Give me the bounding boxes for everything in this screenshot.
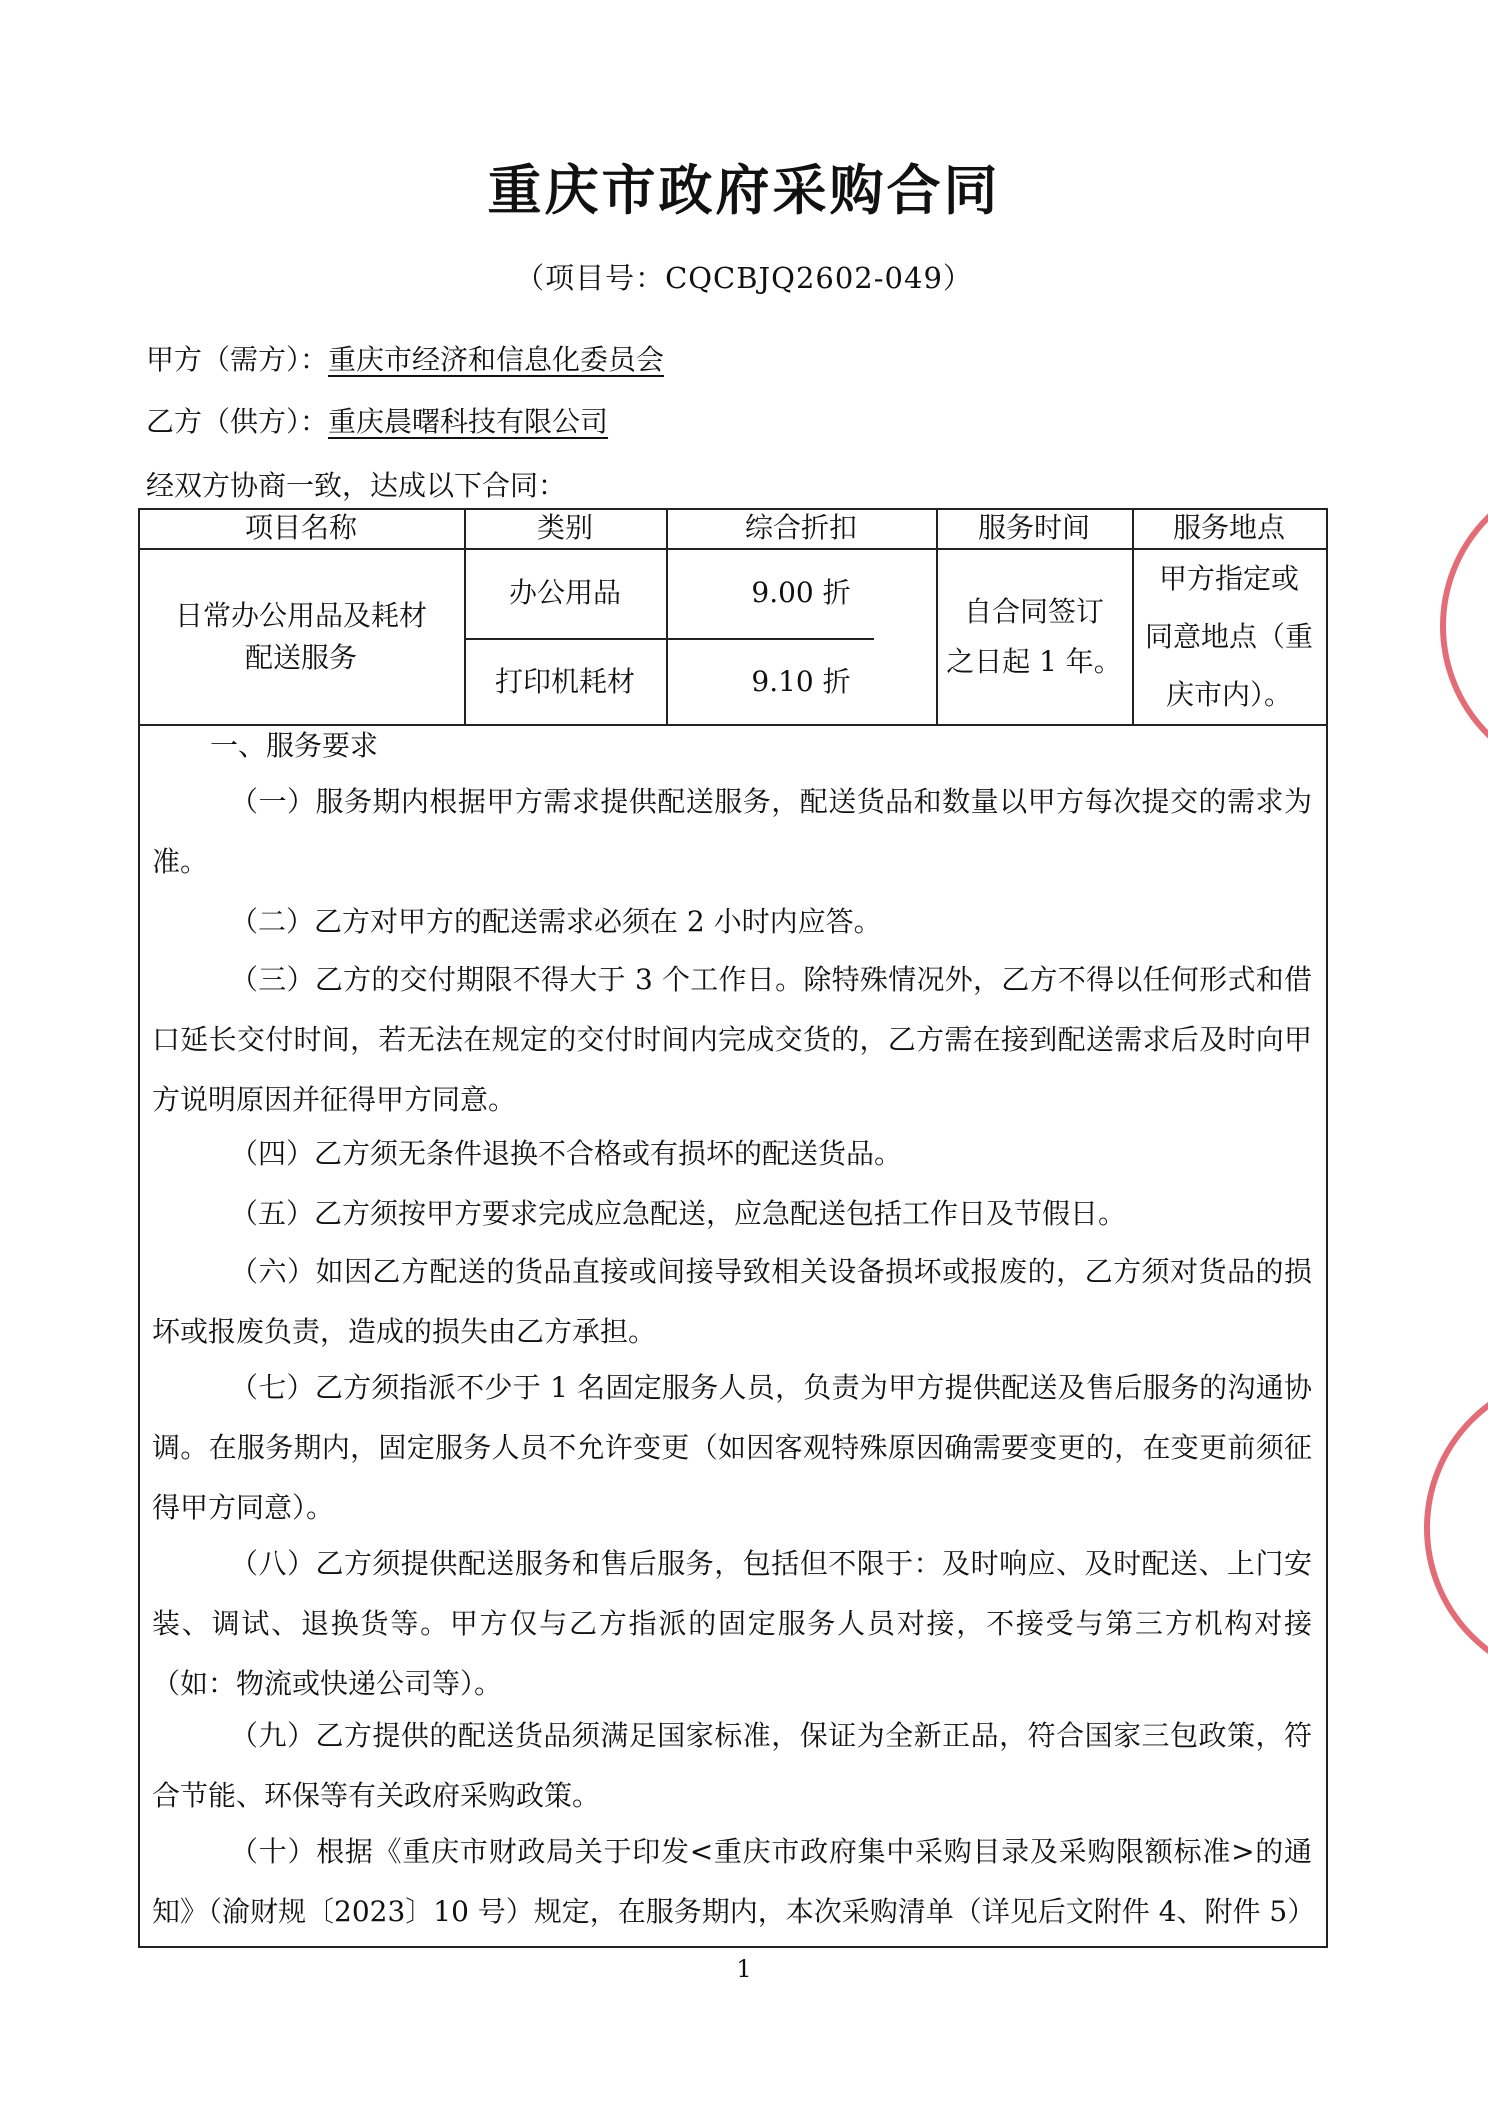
clause-6: （六）如因乙方配送的货品直接或间接导致相关设备损坏或报废的，乙方须对货品的损坏或报废负责，造成的损失由乙方承担。: [152, 1255, 1312, 1348]
header-service-place: 服务地点: [1172, 511, 1285, 544]
header-category: 类别: [536, 511, 593, 544]
party-b: [146, 402, 608, 442]
page-number: 1: [736, 1955, 752, 1983]
clause-10: （十）根据《重庆市财政局关于印发<重庆市政府集中采购目录及采购限额标准>的通知》（渝财规〔2023〕10 号）规定，在服务期内，本次采购清单（详见后文附件 4、附件 5）: [152, 1835, 1316, 1928]
service-place-line: 同意地点（重: [1144, 620, 1313, 653]
cell-service-time: [936, 548, 1132, 726]
project-name-line: 日常办公用品及耗材: [174, 599, 427, 632]
contract-title: 重庆市政府采购合同: [487, 159, 1001, 222]
cell-service-place: [1132, 548, 1326, 726]
clause-7: （七）乙方须指派不少于 1 名固定服务人员，负责为甲方提供配送及售后服务的沟通协调。在服务期内，固定服务人员不允许变更（如因客观特殊原因确需要变更的，在变更前须征得甲方同意）。: [152, 1371, 1312, 1524]
clause-3: （三）乙方的交付期限不得大于 3 个工作日。除特殊情况外，乙方不得以任何形式和借口延长交付时间，若无法在规定的交付时间内完成交货的，乙方需在接到配送需求后及时向甲方说明原因并征得甲方同意。: [152, 963, 1312, 1116]
agreement-statement: 经双方协商一致，达成以下合同：: [146, 469, 567, 502]
red-seal-stamp: [1440, 470, 1488, 782]
clause-9: （九）乙方提供的配送货品须满足国家标准，保证为全新正品，符合国家三包政策，符合节能、环保等有关政府采购政策。: [152, 1719, 1312, 1812]
cell-category: 办公用品: [508, 576, 621, 609]
project-name-line: 配送服务: [244, 641, 357, 674]
clause-8: （八）乙方须提供配送服务和售后服务，包括但不限于：及时响应、及时配送、上门安装、调试、退换货等。甲方仅与乙方指派的固定服务人员对接，不接受与第三方机构对接（如：物流或快递公司等）。: [152, 1547, 1312, 1700]
table-border-right: [1326, 508, 1328, 726]
header-project-name: 项目名称: [244, 511, 357, 544]
header-service-time: 服务时间: [977, 511, 1090, 544]
service-place-line: 庆市内）。: [1165, 678, 1292, 711]
party-a-label: 甲方（需方）：: [146, 343, 329, 376]
party-a-value: 重庆市经济和信息化委员会: [328, 343, 665, 376]
party-b-label: 乙方（供方）：: [146, 405, 329, 438]
header-discount: 综合折扣: [744, 511, 857, 544]
clause-2: （二）乙方对甲方的配送需求必须在 2 小时内应答。: [230, 905, 882, 938]
red-seal-stamp: [1424, 1372, 1488, 1684]
cell-category: 打印机耗材: [494, 665, 635, 698]
party-a: [146, 340, 664, 380]
cell-project-name: [138, 548, 464, 726]
clause-5: （五）乙方须按甲方要求完成应急配送，应急配送包括工作日及节假日。: [230, 1197, 1127, 1230]
service-place-line: 甲方指定或: [1158, 562, 1299, 595]
contract-table: [138, 508, 1328, 726]
project-number: （项目号：CQCBJQ2602-049）: [515, 261, 973, 295]
service-time-line: 之日起 1 年。: [946, 645, 1122, 678]
section-heading: 一、服务要求: [210, 729, 379, 762]
party-b-value: 重庆晨曙科技有限公司: [328, 405, 609, 438]
clause-4: （四）乙方须无条件退换不合格或有损坏的配送货品。: [230, 1137, 903, 1170]
service-time-line: 自合同签订: [963, 595, 1104, 628]
cell-discount: 9.10 折: [751, 665, 851, 698]
clause-1: （一）服务期内根据甲方需求提供配送服务，配送货品和数量以甲方每次提交的需求为准。: [152, 785, 1312, 878]
cell-discount: 9.00 折: [751, 576, 851, 609]
